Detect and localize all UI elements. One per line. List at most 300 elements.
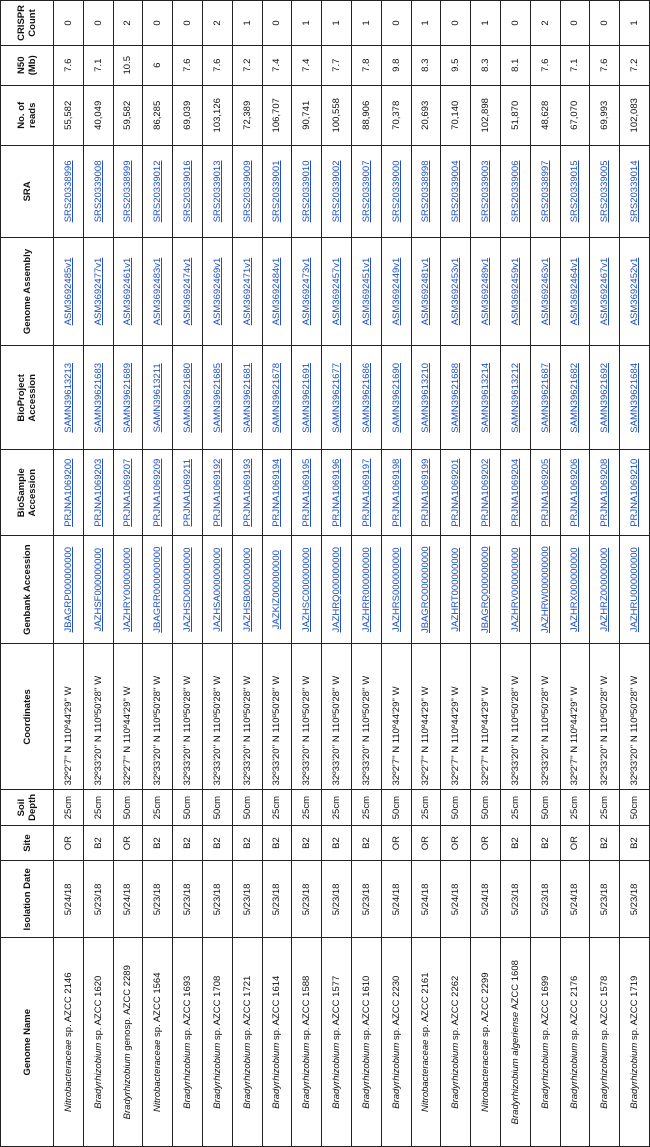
soil-depth-cell: 25cm <box>262 790 292 825</box>
coordinates-cell: 32º2'7'' N 110º44'29'' W <box>381 644 411 790</box>
biosample-cell <box>590 450 620 536</box>
bioproject-cell <box>322 346 352 450</box>
assembly-link[interactable]: ASM3692461v1 <box>122 257 134 326</box>
biosample-link[interactable]: PRJNA1069201 <box>450 458 462 527</box>
genbank-link[interactable]: JAZHRW000000000 <box>539 546 551 634</box>
bioproject-link[interactable]: SAMN39621687 <box>539 362 551 433</box>
n50-cell: 7.2 <box>232 45 262 85</box>
site-cell: OR <box>381 825 411 860</box>
assembly-link[interactable]: ASM3692467v1 <box>599 257 611 326</box>
reads-cell: 90,741 <box>292 85 322 145</box>
sra-link[interactable]: SRS20339015 <box>569 160 581 223</box>
genbank-link[interactable]: JAZHSA000000000 <box>211 547 223 632</box>
sra-link[interactable]: SRS20339004 <box>450 160 462 223</box>
isolation-date-cell: 5/23/18 <box>351 861 381 938</box>
reads-cell: 69,993 <box>590 85 620 145</box>
site-cell: OR <box>54 825 84 860</box>
genbank-cell <box>292 535 322 643</box>
reads-cell: 103,126 <box>202 85 232 145</box>
assembly-link[interactable]: ASM3692457v1 <box>331 257 343 326</box>
genbank-link[interactable]: JAZHSD000000000 <box>182 547 194 632</box>
site-cell: OR <box>411 825 441 860</box>
n50-cell: 9.5 <box>441 45 471 85</box>
table-row <box>500 1 530 1147</box>
genbank-link[interactable]: JBAGRQ000000000 <box>480 546 492 633</box>
bioproject-link[interactable]: SAMN39621686 <box>360 362 372 433</box>
table-body <box>54 1 650 1147</box>
site-cell: B2 <box>202 825 232 860</box>
soil-depth-cell: 50cm <box>173 790 203 825</box>
col-header-isolation-date: Isolation Date <box>1 861 54 938</box>
sra-link[interactable]: SRS20339005 <box>599 160 611 223</box>
genbank-link[interactable]: JAZHRZ000000000 <box>599 547 611 632</box>
site-cell: B2 <box>262 825 292 860</box>
sra-link[interactable]: SRS20339009 <box>241 160 253 223</box>
biosample-link[interactable]: PRJNA1069195 <box>301 458 313 527</box>
bioproject-link[interactable]: SAMN39621680 <box>182 362 194 433</box>
n50-cell: 8.3 <box>411 45 441 85</box>
assembly-cell <box>113 237 143 345</box>
genome-strain: sp. AZCC 1610 <box>360 975 372 1043</box>
bioproject-cell <box>54 346 84 450</box>
site-cell: OR <box>560 825 590 860</box>
soil-depth-cell: 25cm <box>292 790 322 825</box>
genome-strain: sp. AZCC 2230 <box>390 975 402 1043</box>
reads-cell: 55,582 <box>54 85 84 145</box>
biosample-link[interactable]: PRJNA1069205 <box>539 458 551 527</box>
genbank-link[interactable]: JAZHSB000000000 <box>241 547 253 632</box>
crispr-count-cell: 0 <box>560 1 590 46</box>
crispr-count-cell: 1 <box>620 1 650 46</box>
col-header-genbank-accession: Genbank Accession <box>1 535 54 643</box>
crispr-count-cell: 0 <box>173 1 203 46</box>
site-cell: B2 <box>232 825 262 860</box>
table-row <box>471 1 501 1147</box>
bioproject-cell <box>471 346 501 450</box>
genbank-link[interactable]: JBAGRR000000000 <box>152 546 164 633</box>
site-cell: B2 <box>292 825 322 860</box>
bioproject-link[interactable]: SAMN39621684 <box>629 362 641 433</box>
genome-strain: sp. AZCC 1721 <box>241 975 253 1043</box>
genome-genus: Nitrobacteraceae <box>480 1039 492 1112</box>
table-row <box>381 1 411 1147</box>
genome-genus: Nitrobacteraceae <box>152 1039 164 1112</box>
biosample-link[interactable]: PRJNA1069192 <box>211 458 223 527</box>
assembly-cell <box>262 237 292 345</box>
genome-genus: Bradyrhizobium <box>390 1042 402 1109</box>
assembly-link[interactable]: ASM3692481v1 <box>420 257 432 326</box>
assembly-link[interactable]: ASM3692452v1 <box>629 257 641 326</box>
soil-depth-cell: 50cm <box>530 790 560 825</box>
reads-cell: 51,870 <box>500 85 530 145</box>
genbank-link[interactable]: JAZHSF000000000 <box>92 547 104 632</box>
bioproject-link[interactable]: SAMN39621677 <box>331 362 343 433</box>
biosample-cell <box>381 450 411 536</box>
n50-cell: 7.8 <box>351 45 381 85</box>
assembly-cell <box>620 237 650 345</box>
genbank-link[interactable]: JAZHRS000000000 <box>390 547 402 632</box>
genome-genus: Bradyrhizobium <box>331 1042 343 1109</box>
n50-cell: 7.6 <box>54 45 84 85</box>
reads-cell: 102,083 <box>620 85 650 145</box>
n50-cell: 7.1 <box>560 45 590 85</box>
isolation-date-cell: 5/24/18 <box>54 861 84 938</box>
biosample-link[interactable]: PRJNA1069209 <box>152 458 164 527</box>
genome-name-cell <box>351 938 381 1147</box>
assembly-link[interactable]: ASM3692463v1 <box>539 257 551 326</box>
coordinates-cell: 32º33'20'' N 110º50'28'' W <box>590 644 620 790</box>
site-cell: OR <box>471 825 501 860</box>
biosample-link[interactable]: PRJNA1069204 <box>509 458 521 527</box>
genome-name-cell <box>500 938 530 1147</box>
bioproject-link[interactable]: SAMN39621681 <box>241 362 253 433</box>
soil-depth-cell: 50cm <box>441 790 471 825</box>
n50-cell: 7.7 <box>322 45 352 85</box>
genbank-link[interactable]: JAZHSC000000000 <box>301 547 313 632</box>
site-cell: B2 <box>322 825 352 860</box>
assembly-link[interactable]: ASM3692469v1 <box>211 257 223 326</box>
sra-link[interactable]: SRS20339010 <box>301 160 313 223</box>
assembly-cell <box>173 237 203 345</box>
genome-strain: sp. AZCC 1578 <box>599 975 611 1043</box>
sra-link[interactable]: SRS20339002 <box>331 160 343 223</box>
bioproject-cell <box>560 346 590 450</box>
biosample-cell <box>202 450 232 536</box>
table-row <box>83 1 113 1147</box>
genbank-link[interactable]: JAZHRY000000000 <box>122 547 134 632</box>
reads-cell: 100,558 <box>322 85 352 145</box>
isolation-date-cell: 5/23/18 <box>500 861 530 938</box>
bioproject-link[interactable]: SAMN39621688 <box>450 362 462 433</box>
bioproject-cell <box>143 346 173 450</box>
biosample-link[interactable]: PRJNA1069199 <box>420 458 432 527</box>
assembly-cell <box>54 237 84 345</box>
bioproject-cell <box>292 346 322 450</box>
biosample-link[interactable]: PRJNA1069211 <box>182 459 194 527</box>
sra-cell <box>113 146 143 238</box>
sra-link[interactable]: SRS20338997 <box>539 160 551 223</box>
biosample-cell <box>620 450 650 536</box>
biosample-link[interactable]: PRJNA1069203 <box>92 458 104 527</box>
assembly-link[interactable]: ASM3692471v1 <box>241 257 253 326</box>
isolation-date-cell: 5/24/18 <box>471 861 501 938</box>
table-row <box>113 1 143 1147</box>
table-row <box>590 1 620 1147</box>
genome-strain: sp. AZCC 2146 <box>62 972 74 1040</box>
sra-link[interactable]: SRS20339001 <box>271 160 283 223</box>
bioproject-link[interactable]: SAMN39613211 <box>152 363 164 433</box>
sra-link[interactable]: SRS20338998 <box>420 160 432 223</box>
assembly-link[interactable]: ASM3692464v1 <box>569 257 581 326</box>
n50-cell: 7.6 <box>590 45 620 85</box>
genbank-cell <box>113 535 143 643</box>
col-header-sra: SRA <box>1 146 54 238</box>
coordinates-cell: 32º2'7'' N 110º44'29'' W <box>54 644 84 790</box>
genome-genus: Bradyrhizobium <box>569 1042 581 1109</box>
crispr-count-cell: 0 <box>83 1 113 46</box>
biosample-link[interactable]: PRJNA1069206 <box>569 458 581 527</box>
isolation-date-cell: 5/23/18 <box>620 861 650 938</box>
table-row <box>232 1 262 1147</box>
genbank-link[interactable]: JAZKIZ000000000 <box>271 550 283 630</box>
assembly-link[interactable]: ASM3692459v1 <box>509 257 521 326</box>
assembly-link[interactable]: ASM3692483v1 <box>152 257 164 326</box>
site-cell: B2 <box>530 825 560 860</box>
reads-cell: 67,070 <box>560 85 590 145</box>
table-row <box>530 1 560 1147</box>
sra-link[interactable]: SRS20339014 <box>629 160 641 223</box>
genome-genus: Bradyrhizobium <box>271 1042 283 1109</box>
biosample-link[interactable]: PRJNA1069196 <box>331 458 343 527</box>
assembly-link[interactable]: ASM3692489v1 <box>480 257 492 326</box>
table-row <box>262 1 292 1147</box>
table-row <box>143 1 173 1147</box>
bioproject-link[interactable]: SAMN39613214 <box>480 362 492 433</box>
soil-depth-cell: 50cm <box>232 790 262 825</box>
bioproject-link[interactable]: SAMN39621682 <box>569 362 581 433</box>
genbank-cell <box>441 535 471 643</box>
assembly-cell <box>232 237 262 345</box>
bioproject-link[interactable]: SAMN39621692 <box>599 362 611 433</box>
assembly-link[interactable]: ASM3692484v1 <box>271 257 283 326</box>
bioproject-link[interactable]: SAMN39621691 <box>301 362 313 433</box>
sra-link[interactable]: SRS20338996 <box>62 160 74 223</box>
biosample-cell <box>113 450 143 536</box>
assembly-cell <box>590 237 620 345</box>
col-header-genome-assembly: Genome Assembly <box>1 237 54 345</box>
assembly-link[interactable]: ASM3692474v1 <box>182 257 194 326</box>
biosample-link[interactable]: PRJNA1069202 <box>480 458 492 527</box>
coordinates-cell: 32º33'20'' N 110º50'28'' W <box>620 644 650 790</box>
biosample-cell <box>54 450 84 536</box>
assembly-link[interactable]: ASM3692453v1 <box>450 257 462 326</box>
genome-strain: sp. AZCC 1719 <box>629 975 641 1043</box>
coordinates-cell: 32º2'7'' N 110º44'29'' W <box>113 644 143 790</box>
coordinates-cell: 32º33'20'' N 110º50'28'' W <box>173 644 203 790</box>
table-row <box>202 1 232 1147</box>
soil-depth-cell: 50cm <box>202 790 232 825</box>
genbank-link[interactable]: JAZHRU000000000 <box>629 547 641 633</box>
bioproject-cell <box>530 346 560 450</box>
genbank-link[interactable]: JAZHRQ000000000 <box>331 546 343 633</box>
assembly-cell <box>471 237 501 345</box>
col-header-crispr-count: CRISPR Count <box>1 1 54 46</box>
sra-link[interactable]: SRS20338999 <box>122 160 134 223</box>
sra-link[interactable]: SRS20339012 <box>152 160 164 223</box>
biosample-link[interactable]: PRJNA1069207 <box>122 458 134 527</box>
reads-cell: 40,049 <box>83 85 113 145</box>
bioproject-link[interactable]: SAMN39621690 <box>390 362 402 433</box>
bioproject-link[interactable]: SAMN39621683 <box>92 362 104 433</box>
sra-cell <box>411 146 441 238</box>
table-row <box>620 1 650 1147</box>
assembly-cell <box>411 237 441 345</box>
sra-link[interactable]: SRS20339008 <box>92 160 104 223</box>
genbank-link[interactable]: JAZHRR000000000 <box>360 547 372 633</box>
bioproject-link[interactable]: SAMN39613210 <box>420 362 432 433</box>
table-row <box>351 1 381 1147</box>
genome-genus: Nitrobacteraceae <box>62 1039 74 1112</box>
sra-link[interactable]: SRS20339000 <box>390 160 402 223</box>
table-row <box>292 1 322 1147</box>
crispr-count-cell: 0 <box>54 1 84 46</box>
assembly-cell <box>292 237 322 345</box>
genome-genus: Nitrobacteraceae <box>420 1039 432 1112</box>
table-row <box>560 1 590 1147</box>
genome-genus: Bradyrhizobium <box>92 1042 104 1109</box>
assembly-cell <box>351 237 381 345</box>
genome-strain: sp. AZCC 1577 <box>331 975 343 1043</box>
biosample-cell <box>292 450 322 536</box>
sra-link[interactable]: SRS20339013 <box>211 160 223 223</box>
genome-strain: sp. AZCC 1614 <box>271 975 283 1043</box>
genome-name-cell <box>441 938 471 1147</box>
sra-link[interactable]: SRS20339016 <box>182 160 194 223</box>
table-row <box>173 1 203 1147</box>
table-row <box>411 1 441 1147</box>
reads-cell: 88,906 <box>351 85 381 145</box>
crispr-count-cell: 1 <box>232 1 262 46</box>
reads-cell: 59,582 <box>113 85 143 145</box>
soil-depth-cell: 25cm <box>560 790 590 825</box>
biosample-cell <box>143 450 173 536</box>
crispr-count-cell: 2 <box>113 1 143 46</box>
genome-strain: sp. AZCC 1693 <box>182 975 194 1043</box>
soil-depth-cell: 25cm <box>143 790 173 825</box>
n50-cell: 7.6 <box>202 45 232 85</box>
genbank-cell <box>232 535 262 643</box>
site-cell: B2 <box>351 825 381 860</box>
biosample-link[interactable]: PRJNA1069197 <box>360 458 372 527</box>
genbank-cell <box>560 535 590 643</box>
sra-cell <box>441 146 471 238</box>
genbank-cell <box>620 535 650 643</box>
coordinates-cell: 32º2'7'' N 110º44'29'' W <box>441 644 471 790</box>
assembly-link[interactable]: ASM3692485v1 <box>62 257 74 326</box>
isolation-date-cell: 5/23/18 <box>292 861 322 938</box>
sra-link[interactable]: SRS20339003 <box>480 160 492 223</box>
site-cell: B2 <box>173 825 203 860</box>
assembly-cell <box>560 237 590 345</box>
genbank-cell <box>54 535 84 643</box>
assembly-link[interactable]: ASM3692477v1 <box>92 257 104 326</box>
sra-cell <box>620 146 650 238</box>
soil-depth-cell: 50cm <box>381 790 411 825</box>
genbank-cell <box>322 535 352 643</box>
coordinates-cell: 32º33'20'' N 110º50'28'' W <box>292 644 322 790</box>
col-header-biosample-accession: BioSample Accession <box>1 450 54 536</box>
col-header-genome-name: Genome Name <box>1 938 54 1147</box>
genome-strain: sp. AZCC 2262 <box>450 975 462 1043</box>
genbank-link[interactable]: JAZHRX000000000 <box>569 547 581 632</box>
isolation-date-cell: 5/24/18 <box>441 861 471 938</box>
genome-strain: AZCC 1608 <box>509 960 521 1012</box>
genome-genus: Bradyrhizobium <box>211 1042 223 1109</box>
sra-link[interactable]: SRS20339007 <box>360 160 372 223</box>
genbank-cell <box>262 535 292 643</box>
sra-cell <box>590 146 620 238</box>
bioproject-link[interactable]: SAMN39613213 <box>62 362 74 433</box>
sra-cell <box>54 146 84 238</box>
biosample-link[interactable]: PRJNA1069194 <box>271 458 283 527</box>
assembly-cell <box>530 237 560 345</box>
genome-strain: sp. AZCC 2299 <box>480 972 492 1040</box>
assembly-cell <box>500 237 530 345</box>
biosample-cell <box>471 450 501 536</box>
biosample-cell <box>351 450 381 536</box>
genome-name-cell <box>143 938 173 1147</box>
genbank-link[interactable]: JAZHRT000000000 <box>450 547 462 632</box>
crispr-count-cell: 1 <box>351 1 381 46</box>
col-header-n50: N50 (Mb) <box>1 45 54 85</box>
assembly-cell <box>143 237 173 345</box>
biosample-cell <box>83 450 113 536</box>
assembly-link[interactable]: ASM3692451v1 <box>360 257 372 326</box>
bioproject-link[interactable]: SAMN39621685 <box>211 362 223 433</box>
genome-strain: genosp. AZCC 2289 <box>122 965 134 1054</box>
sra-cell <box>351 146 381 238</box>
bioproject-cell <box>232 346 262 450</box>
genome-genus: Bradyrhizobium <box>539 1042 551 1109</box>
sra-cell <box>560 146 590 238</box>
genbank-link[interactable]: JBAGRP000000000 <box>62 546 74 633</box>
genome-name-cell <box>620 938 650 1147</box>
genome-genus: Bradyrhizobium <box>122 1053 134 1120</box>
biosample-cell <box>560 450 590 536</box>
genome-genus: Bradyrhizobium <box>360 1042 372 1109</box>
biosample-link[interactable]: PRJNA1069208 <box>599 458 611 527</box>
n50-cell: 10.5 <box>113 45 143 85</box>
table-row <box>441 1 471 1147</box>
genome-name-cell <box>292 938 322 1147</box>
reads-cell: 70,140 <box>441 85 471 145</box>
crispr-count-cell: 0 <box>262 1 292 46</box>
col-header-site: Site <box>1 825 54 860</box>
bioproject-link[interactable]: SAMN39621689 <box>122 362 134 433</box>
genbank-cell <box>173 535 203 643</box>
bioproject-cell <box>202 346 232 450</box>
sra-cell <box>471 146 501 238</box>
biosample-link[interactable]: PRJNA1069198 <box>390 458 402 527</box>
bioproject-link[interactable]: SAMN39621678 <box>271 362 283 433</box>
bioproject-link[interactable]: SAMN39613212 <box>509 362 521 433</box>
coordinates-cell: 32º33'20'' N 110º50'28'' W <box>232 644 262 790</box>
assembly-link[interactable]: ASM3692473v1 <box>301 257 313 326</box>
coordinates-cell: 32º33'20'' N 110º50'28'' W <box>351 644 381 790</box>
assembly-cell <box>83 237 113 345</box>
genbank-cell <box>530 535 560 643</box>
isolation-date-cell: 5/24/18 <box>381 861 411 938</box>
table-row <box>54 1 84 1147</box>
n50-cell: 7.6 <box>530 45 560 85</box>
genome-name-cell <box>322 938 352 1147</box>
biosample-link[interactable]: PRJNA1069200 <box>62 458 74 527</box>
biosample-link[interactable]: PRJNA1069193 <box>241 458 253 527</box>
sra-link[interactable]: SRS20339006 <box>509 160 521 223</box>
sra-cell <box>202 146 232 238</box>
biosample-link[interactable]: PRJNA1069210 <box>629 458 641 527</box>
genome-name-cell <box>471 938 501 1147</box>
sra-cell <box>143 146 173 238</box>
genome-name-cell <box>113 938 143 1147</box>
bioproject-cell <box>113 346 143 450</box>
genome-genus: Bradyrhizobium <box>301 1042 313 1109</box>
genbank-link[interactable]: JBAGRO000000000 <box>420 546 432 633</box>
assembly-link[interactable]: ASM3692449v1 <box>390 257 402 326</box>
genbank-link[interactable]: JAZHRV000000000 <box>509 547 521 632</box>
isolation-date-cell: 5/23/18 <box>530 861 560 938</box>
genbank-cell <box>471 535 501 643</box>
